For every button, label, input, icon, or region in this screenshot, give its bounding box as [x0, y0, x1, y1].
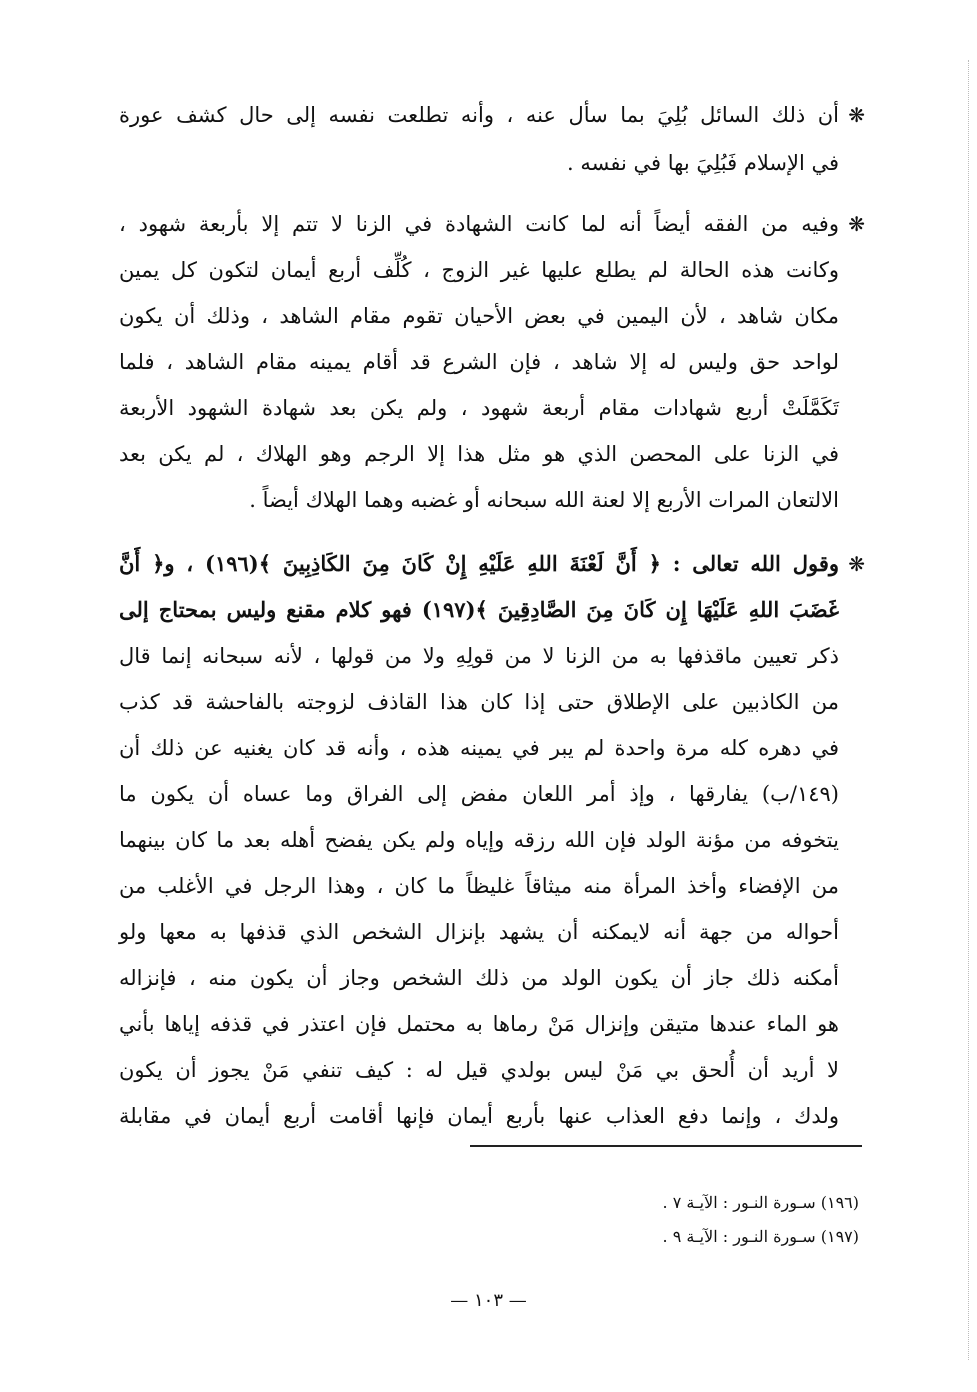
paragraph-line: في الإسلام فَبُلِيَ بها في نفسه .: [567, 151, 839, 175]
paragraph-bullet-icon: ❋: [848, 212, 865, 236]
paragraph-line: لا أريد أن أُلحق بي مَنْ ليس بولدي قيل له : كيف تنفي مَنْ يجوز أن يكون: [119, 1058, 839, 1082]
paragraph-line: من الإفضاء وأخذ المرأة منه ميثاقاً غليظاً ما كان ، وهذا الرجل في الأغلب من: [119, 874, 839, 898]
paragraph-bullet-icon: ❋: [848, 103, 865, 127]
paragraph-line: الالتعان المرات الأربع إلا لعنة الله سبحانه أو غضبه وهما الهلاك أيضاً .: [249, 488, 839, 512]
paragraph-line: أن ذلك السائل بُلِيَ بما سأل عنه ، وأنه تطلعت نفسه إلى حال كشف عورة: [119, 103, 839, 127]
footnote-197: (١٩٧) سـورة النـور : الآيـة ٩ .: [662, 1227, 859, 1246]
footnote-divider: [470, 1145, 862, 1147]
paragraph-line: لواحد حق وليس له إلا شاهد ، فإن الشرع قد أقام يمينه مقام الشاهد ، فلما: [119, 350, 839, 374]
page-edge-shadow: [968, 60, 969, 1360]
paragraph-bullet-icon: ❋: [848, 552, 865, 576]
paragraph-line-quran: غَضَبَ اللهِ عَلَيْهَا إِن كَانَ مِنَ الصَّادِقِينَ ﴾(١٩٧) فهو كلام مقنع وليس بمحتاج إلى: [119, 597, 839, 622]
paragraph-line: أحواله من جهة أنه لايمكنه أن يشهد بإنزال الشخص الذي قذفها به معها ولو: [119, 920, 839, 944]
paragraph-line: ولدك ، وإنما دفع العذاب عنها بأربع أيمان فإنها أقامت أربع أيمان في مقابلة: [119, 1104, 839, 1128]
paragraph-line: هو الماء عندها متيقن وإنزال مَنْ رماها به محتمل فإن اعتذر في قذفه إياها بأني: [119, 1012, 839, 1036]
paragraph-line: في دهره كله مرة واحدة لم يبر في يمينه هذه ، وأنه قد كان يغنيه عن ذلك أن: [119, 736, 839, 760]
paragraph-line: أمكنه ذلك جاز أن يكون الولد من ذلك الشخص وجاز أن يكون منه ، فإنزاله: [119, 966, 839, 990]
page-number: — ١٠٣ —: [450, 1290, 527, 1311]
paragraph-line: مكان شاهد ، لأن اليمين في بعض الأحيان تقوم مقام الشاهد ، وذلك أن يكون: [119, 304, 839, 328]
paragraph-line: (١٤٩/ب) يفارقها ، وإذ أمر اللعان مفض إلى الفراق وما عساه أن يكون ما: [119, 782, 839, 806]
paragraph-line: وفيه من الفقه أيضاً أنه لما كانت الشهادة في الزنا لا تتم إلا بأربعة شهود ،: [119, 212, 839, 236]
paragraph-line: في الزنا على المحصن الذي هو مثل هذا إلا الرجم وهو الهلاك ، لم يكن بعد: [119, 442, 839, 466]
paragraph-line: وكانت هذه الحالة لم يطلع عليها غير الزوج ، كُلِّف أربع أيمان لتكون كل يمين: [119, 258, 839, 282]
footnote-196: (١٩٦) سـورة النـور : الآيـة ٧ .: [662, 1193, 859, 1212]
paragraph-line: تَكَمَّلَتْ أربع شهادات مقام أربعة شهود ، ولم يكن بعد شهادة الشهود الأربعة: [119, 396, 839, 420]
paragraph-line: ذكر تعيين ماقذفها به من الزنا لا من قولِهِ ولا من قولها ، لأنه سبحانه إنما قال: [119, 644, 839, 668]
paragraph-line-quran: وقول الله تعالى : ﴿ أَنَّ لَعْنَةَ اللهِ عَلَيْهِ إِنْ كَانَ مِنَ الكَاذِبِينَ ﴾(١٩٦) ، و﴿ أَنَّ: [119, 551, 839, 576]
paragraph-line: يتخوفه من مؤنة الولد فإن الله رزقه وإياه ولم يكن يفضح أهله بعد ما كان بينهما: [119, 828, 839, 852]
paragraph-line: من الكاذبين على الإطلاق حتى إذا كان هذا القاذف لزوجته بالفاحشة قد كذب: [119, 690, 839, 714]
